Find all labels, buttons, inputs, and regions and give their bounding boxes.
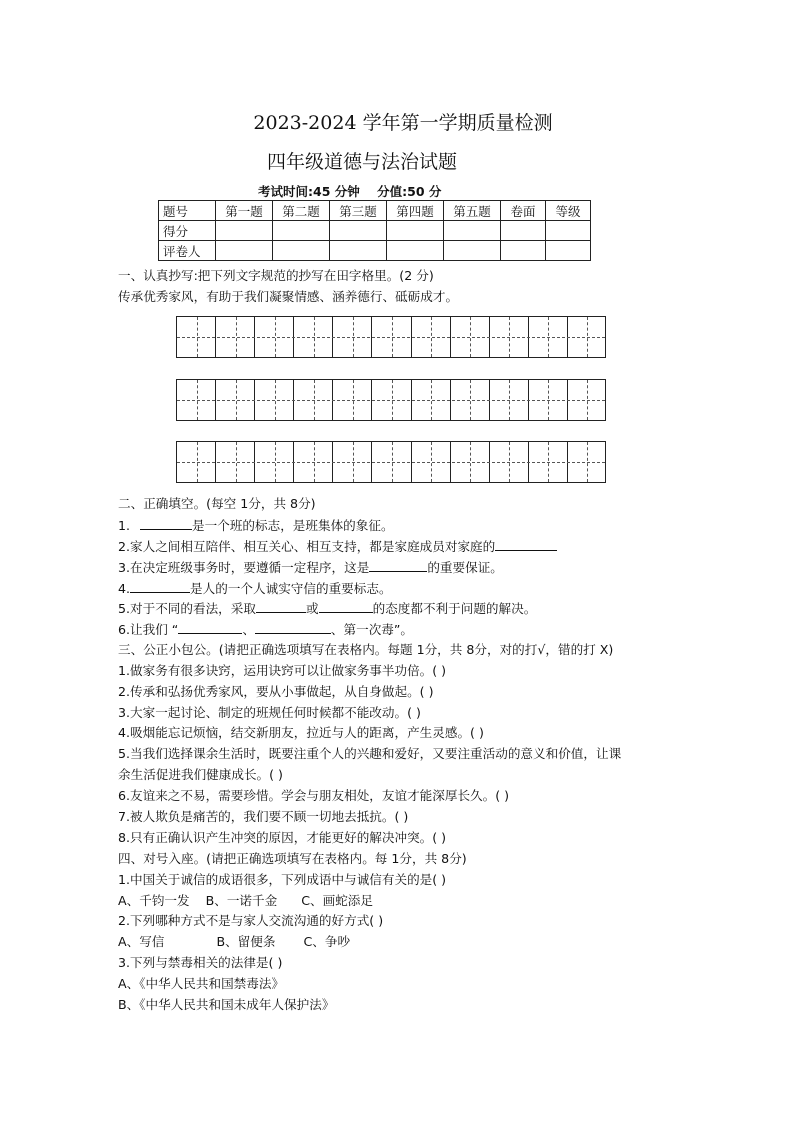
question-4-1: 1.中国关于诚信的成语很多，下列成语中与诚信有关的是( ) xyxy=(118,872,447,887)
question-text: 或 xyxy=(305,601,319,616)
score-table-header-cell: 第二题 xyxy=(273,201,330,221)
grader-cell[interactable] xyxy=(444,241,501,261)
tianzige-grid-row-3[interactable] xyxy=(176,441,606,483)
section1-text: 传承优秀家风，有助于我们凝聚情感、涵养德行、砥砺成才。 xyxy=(118,289,459,304)
score-table-header-row xyxy=(159,201,591,221)
question-4-2-options: A、写信 B、留便条 C、争吵 xyxy=(118,934,351,949)
score-table-header-cell: 第四题 xyxy=(387,201,444,221)
question-text: 6.让我们 “ xyxy=(118,622,179,637)
question-text: 、 xyxy=(242,622,255,637)
question-text: 2.家人之间相互陪伴、相互关心、相互支持，都是家庭成员对家庭的 xyxy=(118,539,496,554)
question-text: 、第一次毒”。 xyxy=(330,622,414,637)
question-3-8: 8.只有正确认识产生冲突的原因，才能更好的解决冲突。( ) xyxy=(118,830,447,845)
score-table-header-cell: 第一题 xyxy=(216,201,273,221)
question-2-6 xyxy=(118,621,413,638)
fill-blank[interactable] xyxy=(140,517,192,530)
tianzige-grid-row-2[interactable] xyxy=(176,379,606,421)
score-table-header-cell: 等级 xyxy=(546,201,591,221)
fill-blank[interactable] xyxy=(255,621,331,634)
tianzige-horizontal-guide xyxy=(177,400,605,401)
fill-blank[interactable] xyxy=(256,600,306,613)
grader-cell[interactable] xyxy=(387,241,444,261)
question-3-1: 1.做家务有很多诀窍，运用诀窍可以让做家务事半功倍。( ) xyxy=(118,663,447,678)
score-table-row-label: 得分 xyxy=(159,221,216,241)
question-4-2: 2.下列哪种方式不是与家人交流沟通的好方式( ) xyxy=(118,913,384,928)
question-3-2: 2.传承和弘扬优秀家风，要从小事做起，从自身做起。( ) xyxy=(118,684,434,699)
section2-heading: 二、正确填空。(每空 1分，共 8分) xyxy=(118,496,316,511)
grader-cell[interactable] xyxy=(501,241,546,261)
tianzige-grid-row-1[interactable] xyxy=(176,316,606,358)
score-cell[interactable] xyxy=(330,221,387,241)
question-4-3-option-a: A、《中华人民共和国禁毒法》 xyxy=(118,976,285,991)
question-2-3 xyxy=(118,559,503,576)
question-2-4 xyxy=(118,580,392,597)
fill-blank[interactable] xyxy=(495,538,557,551)
score-cell[interactable] xyxy=(444,221,501,241)
fill-blank[interactable] xyxy=(130,580,190,593)
score-cell[interactable] xyxy=(546,221,591,241)
score-table-header-cell: 题号 xyxy=(159,201,216,221)
section1-heading: 一、认真抄写:把下列文字规范的抄写在田字格里。(2 分) xyxy=(118,268,434,283)
score-table-header-cell: 第三题 xyxy=(330,201,387,221)
grader-cell[interactable] xyxy=(330,241,387,261)
score-cell[interactable] xyxy=(387,221,444,241)
tianzige-horizontal-guide xyxy=(177,462,605,463)
section3-heading: 三、公正小包公。(请把正确选项填写在表格内。每题 1分，共 8分，对的打√，错的打 X) xyxy=(118,642,614,657)
exam-info: 考试时间:45 分钟 分值:50 分 xyxy=(258,184,442,199)
score-table-score-row xyxy=(159,221,591,241)
question-4-1-options: A、千钧一发 B、一诺千金 C、画蛇添足 xyxy=(118,893,373,908)
score-table-header-cell: 第五题 xyxy=(444,201,501,221)
question-number: 4. xyxy=(118,581,131,596)
score-table-grader-row xyxy=(159,241,591,261)
question-4-3-option-b: B、《中华人民共和国未成年人保护法》 xyxy=(118,997,335,1012)
question-3-4: 4.吸烟能忘记烦恼，结交新朋友，拉近与人的距离，产生灵感。( ) xyxy=(118,725,484,740)
score-table xyxy=(158,200,591,261)
question-text: 3.在决定班级事务时，要遵循一定程序，这是 xyxy=(118,560,370,575)
score-cell[interactable] xyxy=(501,221,546,241)
question-3-6: 6.友谊来之不易，需要珍惜。学会与朋友相处，友谊才能深厚长久。( ) xyxy=(118,788,510,803)
question-text: 5.对于不同的看法，采取 xyxy=(118,601,256,616)
question-2-2 xyxy=(118,538,557,555)
score-cell[interactable] xyxy=(216,221,273,241)
fill-blank[interactable] xyxy=(369,559,427,572)
question-text: 的重要保证。 xyxy=(427,560,503,575)
grader-cell[interactable] xyxy=(273,241,330,261)
exam-title: 2023-2024 学年第一学期质量检测 xyxy=(253,112,553,134)
grader-cell[interactable] xyxy=(216,241,273,261)
question-2-1 xyxy=(118,517,394,534)
fill-blank[interactable] xyxy=(319,600,373,613)
fill-blank[interactable] xyxy=(178,621,242,634)
question-3-5-cont: 余生活促进我们健康成长。( ) xyxy=(118,767,283,782)
score-cell[interactable] xyxy=(273,221,330,241)
question-4-3: 3.下列与禁毒相关的法律是( ) xyxy=(118,955,283,970)
question-3-5: 5.当我们选择课余生活时，既要注重个人的兴趣和爱好，又要注重活动的意义和价值，让课 xyxy=(118,746,622,761)
question-2-5 xyxy=(118,600,536,617)
score-table-header-cell: 卷面 xyxy=(501,201,546,221)
tianzige-horizontal-guide xyxy=(177,337,605,338)
score-table-row-label: 评卷人 xyxy=(159,241,216,261)
section4-heading: 四、对号入座。(请把正确选项填写在表格内。每 1分，共 8分) xyxy=(118,851,467,866)
question-3-3: 3.大家一起讨论、制定的班规任何时候都不能改动。( ) xyxy=(118,705,421,720)
question-number: 1. xyxy=(118,518,131,533)
question-text: 是人的一个人诚实守信的重要标志。 xyxy=(190,581,392,596)
question-text: 是一个班的标志，是班集体的象征。 xyxy=(192,518,394,533)
exam-subtitle: 四年级道德与法治试题 xyxy=(266,151,457,173)
grader-cell[interactable] xyxy=(546,241,591,261)
question-3-7: 7.被人欺负是痛苦的，我们要不顾一切地去抵抗。( ) xyxy=(118,809,409,824)
question-text: 的态度都不利于问题的解决。 xyxy=(372,601,537,616)
